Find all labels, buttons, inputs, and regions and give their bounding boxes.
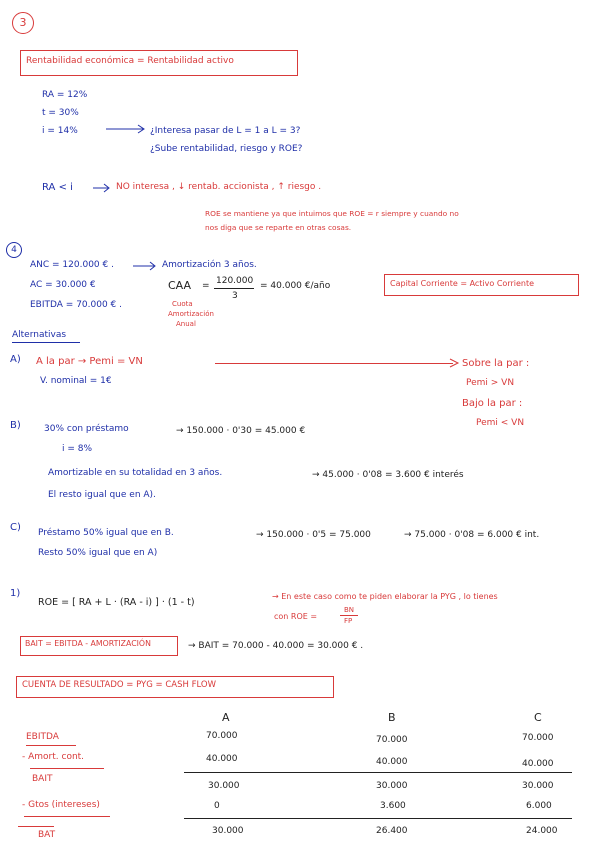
ra-value: RA = 12% [42,90,88,100]
caa-denominator: 3 [232,291,238,301]
question-1: ¿Interesa pasar de L = 1 a L = 3? [150,126,301,136]
row-label-underline [30,768,104,769]
bait-formula: BAIT = EBITDA - AMORTIZACIÓN [25,639,151,648]
alt-a-label: A) [10,354,21,365]
tax-value: t = 30% [42,108,79,118]
arrow-icon [132,261,158,271]
alt-c-calc2: → 75.000 · 0'08 = 6.000 € int. [404,530,540,540]
amortizacion-label: Amortización 3 años. [162,260,257,270]
alt-c-resto: Resto 50% igual que en A) [38,548,158,558]
section-4-badge: 4 [6,242,22,258]
alt-c-line: Préstamo 50% igual que en B. [38,528,174,538]
sobre-la-par: Sobre la par : [462,358,530,369]
arrow-icon [105,124,147,134]
alt-b-calc: → 150.000 · 0'30 = 45.000 € [176,426,306,436]
row-label-underline [26,745,76,746]
cuota-anual: Anual [176,320,196,328]
cell-ebitda-b: 70.000 [376,735,408,745]
row-label-bait: BAIT [32,774,53,784]
roe-frac-line [340,615,358,616]
roe-frac-den: FP [344,617,353,625]
alternativas-heading: Alternativas [12,330,67,340]
ac-value: AC = 30.000 € [30,280,96,290]
row-label-ebitda: EBITDA [26,732,59,742]
row-label-amort: - Amort. cont. [22,752,85,762]
ebitda-value: EBITDA = 70.000 € . [30,300,123,310]
roe-note-line-2: nos diga que se reparte en otras cosas. [205,223,352,232]
alt-a-line: A la par → Pemi = VN [36,356,143,367]
rentabilidad-title: Rentabilidad económica = Rentabilidad activo [26,56,234,66]
row-label-bat: BAT [38,830,56,840]
q1-note-2: con ROE = [274,612,318,621]
alt-a-nominal: V. nominal = 1€ [40,376,112,386]
row-label-gastos: - Gtos (intereses) [22,800,100,810]
pemi-lt-vn: Pemi < VN [476,418,525,428]
alt-b-label: B) [10,420,21,431]
no-interesa: NO interesa , ↓ rentab. accionista , ↑ riesgo . [116,182,322,192]
table-rule [184,772,572,773]
alt-c-calc: → 150.000 · 0'5 = 75.000 [256,530,371,540]
arrow-icon [92,183,112,193]
cell-bait-b: 30.000 [376,781,408,791]
table-rule [184,818,572,819]
bajo-la-par: Bajo la par : [462,398,523,409]
cell-amort-c: 40.000 [522,759,554,769]
row-label-overline [18,826,54,827]
cuota-amortizacion: Amortización [168,310,214,318]
interest-value: i = 14% [42,126,78,136]
alt-c-label: C) [10,522,21,533]
caa-label: CAA [168,279,192,292]
cuenta-resultado: CUENTA DE RESULTADO = PYG = CASH FLOW [22,680,217,690]
roe-note-line-1: ROE se mantiene ya que intuimos que ROE = r siempre y cuando no [205,209,459,218]
col-header-c: C [534,711,542,724]
alt-b-line: 30% con préstamo [44,424,129,434]
cell-gastos-a: 0 [214,801,220,811]
bait-calc: → BAIT = 70.000 - 40.000 = 30.000 € . [188,641,364,651]
caa-result: = 40.000 €/año [260,281,331,291]
row-label-underline [24,816,110,817]
q1-label: 1) [10,588,21,599]
cell-bat-b: 26.400 [376,826,408,836]
roe-formula: ROE = [ RA + L · (RA - i) ] · (1 - t) [38,597,195,608]
col-header-a: A [222,711,230,724]
q1-note-1: → En este caso como te piden elaborar la PYG , lo tienes [272,592,498,601]
alt-b-calc2: → 45.000 · 0'08 = 3.600 € interés [312,470,464,480]
cell-gastos-c: 6.000 [526,801,552,811]
roe-frac-num: BN [344,606,355,614]
cell-ebitda-a: 70.000 [206,731,238,741]
arrow-icon [448,358,460,368]
alt-b-interest: i = 8% [62,444,93,454]
cell-amort-b: 40.000 [376,757,408,767]
ra-lt-i: RA < i [42,182,73,193]
question-2: ¿Sube rentabilidad, riesgo y ROE? [150,144,303,154]
cell-bat-a: 30.000 [212,826,244,836]
cuota-label: Cuota [172,300,193,308]
cell-amort-a: 40.000 [206,754,238,764]
caa-equals: = [202,281,210,291]
col-header-b: B [388,711,396,724]
alt-a-arrow-line [215,363,453,364]
pemi-gt-vn: Pemi > VN [466,378,515,388]
fraction-line [214,288,254,289]
anc-value: ANC = 120.000 € . [30,260,114,270]
cell-bat-c: 24.000 [526,826,558,836]
capital-corriente: Capital Corriente = Activo Corriente [390,279,535,288]
caa-numerator: 120.000 [216,276,254,286]
section-3-badge: 3 [12,12,34,34]
cell-gastos-b: 3.600 [380,801,406,811]
cell-ebitda-c: 70.000 [522,733,554,743]
cell-bait-a: 30.000 [208,781,240,791]
alt-b-amort: Amortizable en su totalidad en 3 años. [48,468,223,478]
cell-bait-c: 30.000 [522,781,554,791]
alternativas-underline [12,342,80,343]
alt-b-resto: El resto igual que en A). [48,490,156,500]
